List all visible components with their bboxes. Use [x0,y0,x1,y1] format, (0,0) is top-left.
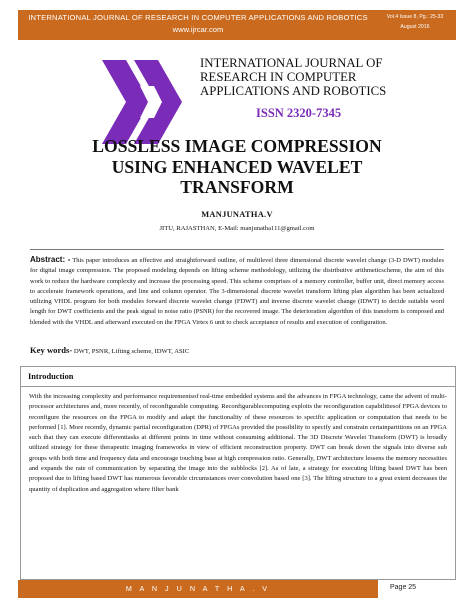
volume-info: Vol.4 Issue 8, Pg.: 25-33 [386,14,444,20]
issue-date: August 2016 [400,24,430,30]
issn-number: ISSN 2320-7345 [256,106,342,120]
introduction-heading: Introduction [28,372,74,381]
page-number: Page 25 [390,584,417,591]
introduction-divider [20,386,456,387]
author-name: MANJUNATHA.V [201,210,273,219]
journal-header-bar [18,10,456,40]
keywords-label: Key words- [30,345,73,355]
abstract-section [30,255,444,328]
author-affiliation: JITU, RAJASTHAN, E-Mail: manjunatha111@gmail.com [159,225,315,232]
footer-author: M A N J U N A T H A . V [125,584,271,593]
page-number-box [378,580,456,598]
journal-name: INTERNATIONAL JOURNAL OF RESEARCH IN COMPUTER APPLICATIONS AND ROBOTICS [28,13,368,22]
journal-title [200,56,460,98]
abstract-label: Abstract: - [30,255,71,264]
journal-title-line-1: INTERNATIONAL JOURNAL OF [200,56,383,70]
journal-title-line-2: RESEARCH IN COMPUTER [200,70,357,84]
page-footer-bar [18,580,456,598]
paper-title-line-3: TRANSFORM [180,177,294,197]
paper-title-line-2: USING ENHANCED WAVELET [111,156,363,177]
introduction-text: With the increasing complexity and performance requirementsof real-time embedded systems and the advances in FPGA technology, came the advent of multi-processor architectures and, more recently, of reconfigurable computing. Reconfigurablecomputing exploits the reconfiguration capabilitiesof FPGA devices to reconfigure the resources on the FPGA to modify and adapt the functionality of these resources to specific application or computation that needs to be performed [1]. More recently, dynamic partial reconfiguration (DPR) of FPGAs provided the possibility to specify and constrain certainpartitions on an FPGA such that they can execute differenttasks at different points in time without consuming additional. The 3D Discrete Wavelet Transform (DWT) is broadly utilized strategy for these therapeutic imaging frameworks in view of efficient reconstruction property. DWT can break down the signals into diverse sub groups with both time and frequency data and encourage touching base at high compression ratio. Generally, DWT architecture lessens the memory necessities and expands the rate of communication by separating the image into the subblocks [2]. As of late, a strategy for executing lifting based DWT has been proposed due to lifting based DWT has numerous favorable circumstances over convolution based one [3]. The lifting structure to a great extent decreases the quantity of duplication and aggregation where filter bank [29,393,447,493]
journal-logo-icon [96,56,196,148]
abstract-text: This paper introduces an effective and straightforward outline, of multilevel three dimensional discrete wavelet change (3-D DWT) modules for digital image compression. The proposed modeling depends on lifting scheme methodology, utilizing the distributive arithmeticscheme, the aim of this work to reduce the hardware complexity and increase the processing speed. This scheme comprises of a memory controller, buffer unit, direct memory access to accelerate framework operations, and line and column operator. The 3-dimensional discrete wavelet transform lifting plan algorithm has been actualized utilizing VHDL program for both modules forward discrete wavelet change (FDWT) and inverse discrete wavelet change (IDWT) to decide suitable word length for DWT coefficients and the peak signal to noise ratio (PSNR) for the recovered image. The deterioration algorithm of this transform is composed and blended with the VHDL and afterward executed on the FPGA Virtex 6 unit to check acceptance of results and execution of configuration. [30,257,444,326]
journal-website[interactable]: www.ijrcar.com [172,25,224,34]
journal-title-line-3: APPLICATIONS AND ROBOTICS [200,84,387,98]
keywords-text: DWT, PSNR, Lifting scheme, IDWT, ASIC [72,348,190,355]
paper-title-line-1: LOSSLESS IMAGE COMPRESSION [92,136,382,156]
paper-title [40,136,434,198]
keywords-section [30,345,444,355]
abstract-divider [30,249,444,250]
